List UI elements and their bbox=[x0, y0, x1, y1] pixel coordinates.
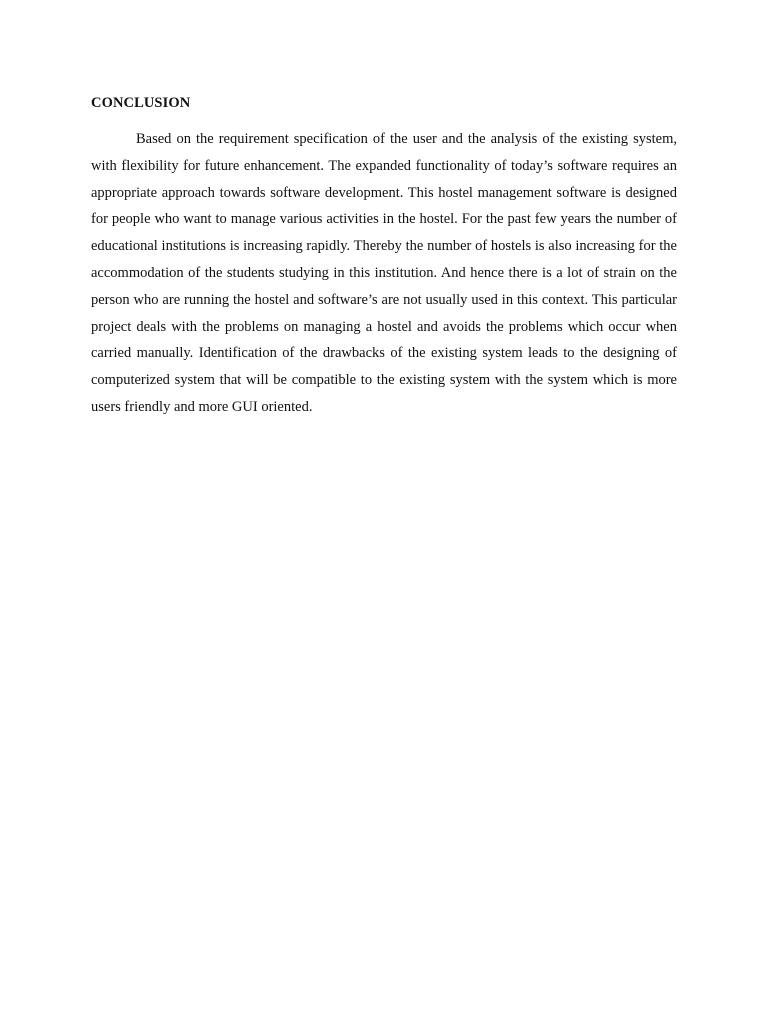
document-content bbox=[91, 93, 677, 421]
conclusion-paragraph: Based on the requirement specification of the user and the analysis of the existing system, with flexibility for future enhancement. The expanded functionality of today’s software requires an appropriate approach towards software development. This hostel management software is designed for people who want to manage various activities in the hostel. For the past few years the number of educational institutions is increasing rapidly. Thereby the number of hostels is also increasing for the accommodation of the students studying in this institution. And hence there is a lot of strain on the person who are running the hostel and software’s are not usually used in this context. This particular project deals with the problems on managing a hostel and avoids the problems which occur when carried manually. Identification of the drawbacks of the existing system leads to the designing of computerized system that will be compatible to the existing system with the system which is more users friendly and more GUI oriented. bbox=[91, 131, 677, 415]
section-heading: CONCLUSION bbox=[91, 95, 191, 111]
